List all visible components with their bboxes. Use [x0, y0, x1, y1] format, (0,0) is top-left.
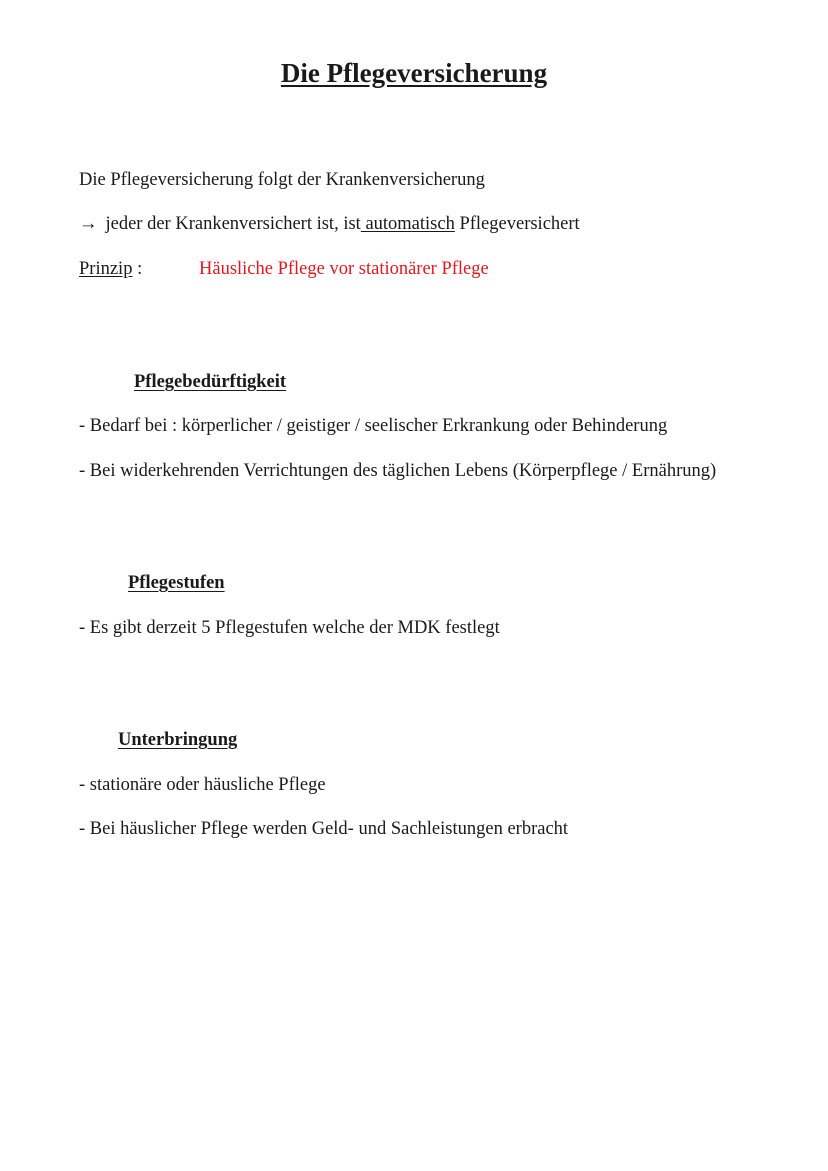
principle-line [79, 259, 679, 280]
principle-label: Prinzip [79, 259, 133, 279]
arrow-right-icon: → [79, 214, 98, 234]
section-heading-unterbringung: Unterbringung [118, 730, 238, 750]
intro-emphasis-automatisch: automatisch [360, 214, 455, 234]
section-heading-pflegebeduerftigkeit: Pflegebedürftigkeit [134, 372, 287, 392]
list-item: - Bedarf bei : körperlicher / geistiger / seelischer Erkrankung oder Behinderung [79, 416, 668, 436]
page-title: Die Pflegeversicherung [280, 58, 548, 88]
principle-value: Häusliche Pflege vor stationärer Pflege [199, 259, 489, 279]
list-item: - Es gibt derzeit 5 Pflegestufen welche der MDK festlegt [79, 618, 500, 638]
principle-colon: : [132, 259, 143, 279]
intro-line-2-text: jeder der Krankenversichert ist, ist [105, 214, 361, 234]
list-item: - stationäre oder häusliche Pflege [79, 775, 326, 795]
intro-line-2-end: Pflegeversichert [454, 214, 580, 234]
section-heading-pflegestufen: Pflegestufen [128, 573, 225, 593]
list-item: - Bei widerkehrenden Verrichtungen des täglichen Lebens (Körperpflege / Ernährung) [79, 461, 717, 481]
list-item: - Bei häuslicher Pflege werden Geld- und Sachleistungen erbracht [79, 819, 569, 839]
intro-line-2 [79, 214, 580, 235]
intro-line-1: Die Pflegeversicherung folgt der Krankenversicherung [79, 170, 485, 190]
